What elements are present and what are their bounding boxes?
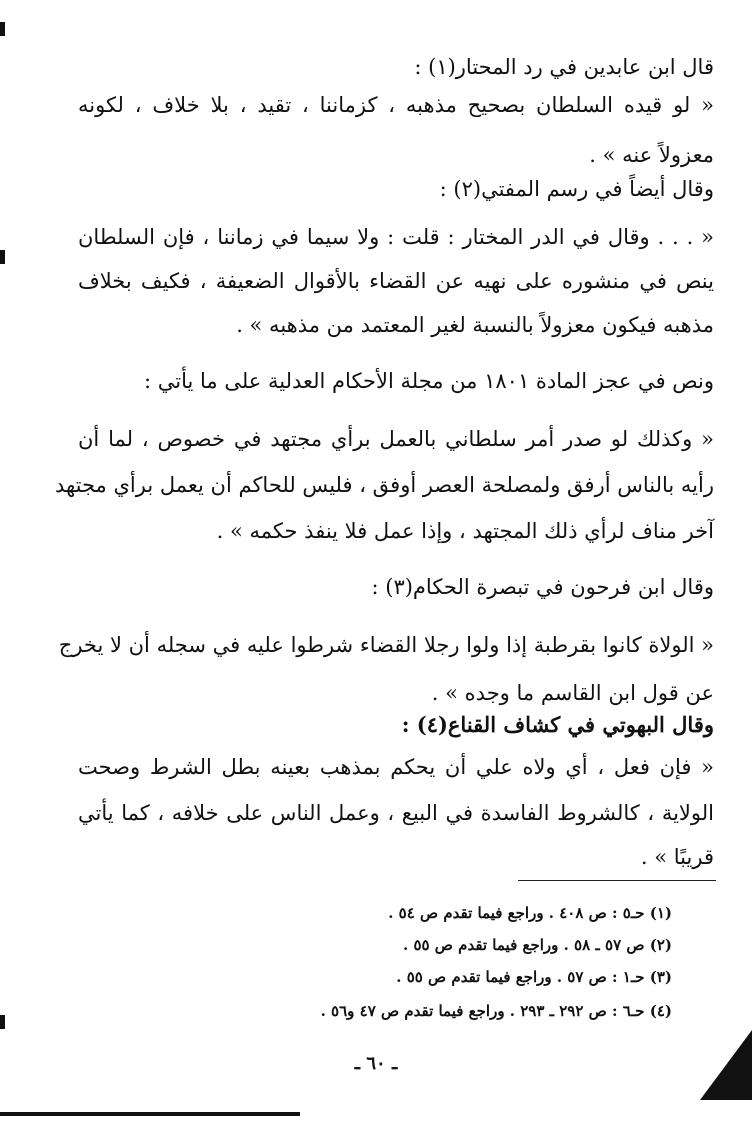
text-line: آخر مناف لرأي ذلك المجتهد ، وإذا عمل فلا ينفذ حكمه » . (216, 519, 714, 543)
footnote-separator (518, 880, 716, 881)
scan-edge-mark (0, 22, 5, 36)
text-line: ينص في منشوره على نهيه عن القضاء بالأقوال الضعيفة ، فكيف بخلاف (78, 269, 714, 293)
text-line: « الولاة كانوا بقرطبة إذا ولوا رجلا القضاء شرطوا عليه في سجله أن لا يخرج (58, 633, 714, 657)
scan-edge-mark (0, 250, 5, 264)
text-line: « لو قيده السلطان بصحيح مذهبه ، كزماننا ، تقيد ، بلا خلاف ، لكونه (78, 93, 714, 117)
text-line: ونص في عجز المادة ١٨٠١ من مجلة الأحكام العدلية على ما يأتي : (143, 369, 714, 393)
text-line: « وكذلك لو صدر أمر سلطاني بالعمل برأي مجتهد في خصوص ، لما أن (78, 427, 714, 451)
footnote: (١) حـ٥ : ص ٤٠٨ . وراجع فيما تقدم ص ٥٤ . (388, 904, 672, 922)
text-line: قريبًا » . (640, 845, 714, 869)
scan-corner-shadow (700, 1030, 752, 1100)
footnote: (٤) حـ٦ : ص ٢٩٢ ـ ٢٩٣ . وراجع فيما تقدم ص ٤٧ و٥٦ . (320, 1002, 672, 1020)
text-line: معزولاً عنه » . (589, 143, 714, 167)
scan-edge-bar (0, 1112, 300, 1116)
scan-edge-mark (0, 1015, 5, 1029)
text-line: مذهبه فيكون معزولاً بالنسبة لغير المعتمد من مذهبه » . (236, 313, 714, 337)
text-line: وقال ابن فرحون في تبصرة الحكام(٣) : (371, 575, 714, 599)
text-line: وقال أيضاً في رسم المفتي(٢) : (439, 177, 714, 201)
page-number: ـ ٦٠ ـ (354, 1053, 398, 1074)
text-line: عن قول ابن القاسم ما وجده » . (431, 681, 714, 705)
footnote: (٢) ص ٥٧ ـ ٥٨ . وراجع فيما تقدم ص ٥٥ . (403, 936, 672, 954)
text-line: رأيه بالناس أرفق ولمصلحة العصر أوفق ، فليس للحاكم أن يعمل برأي مجتهد (54, 473, 714, 497)
text-line: وقال البهوتي في كشاف القناع(٤) : (401, 712, 714, 737)
text-line: قال ابن عابدين في رد المحتار(١) : (414, 55, 714, 79)
text-line: الولاية ، كالشروط الفاسدة في البيع ، وعمل الناس على خلافه ، كما يأتي (78, 801, 714, 825)
footnote: (٣) حـ١ : ص ٥٧ . وراجع فيما تقدم ص ٥٥ . (396, 968, 672, 986)
text-line: « فإن فعل ، أي ولاه علي أن يحكم بمذهب بعينه بطل الشرط وصحت (78, 755, 714, 779)
text-line: « . . . وقال في الدر المختار : قلت : ولا سيما في زماننا ، فإن السلطان (78, 225, 714, 249)
